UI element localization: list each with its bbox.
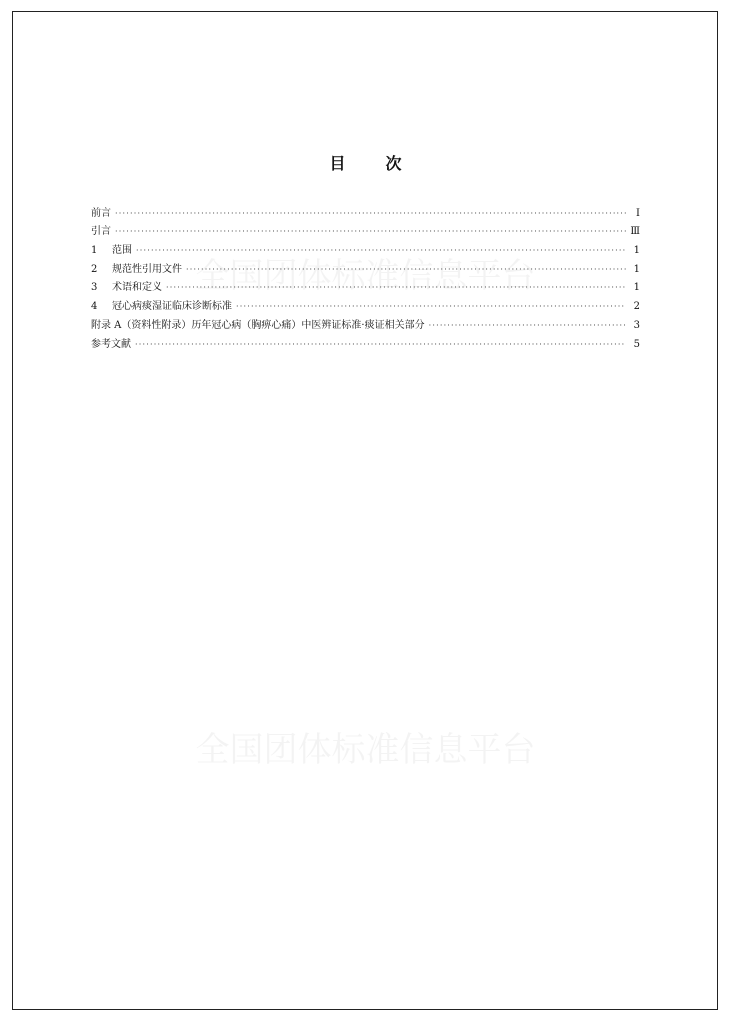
toc-entry-page: Ⅰ [636,207,640,219]
toc-leader-dots [115,208,626,220]
toc-entry-label: 范围 [112,245,132,257]
toc-entry-scope[interactable] [91,238,640,257]
toc-entry-introduction[interactable] [91,220,640,239]
toc-entry-page: 3 [633,319,640,331]
toc-title-right: 次 [385,154,402,173]
toc-leader-dots [115,226,626,238]
toc-leader-dots [136,245,626,257]
toc-leader-dots [429,320,626,332]
toc-leader-dots [236,301,626,313]
toc-entry-bibliography[interactable] [91,332,640,351]
toc-entry-label: 术语和定义 [112,282,162,294]
toc-entry-page: 2 [633,301,640,313]
toc-entry-page: Ⅲ [630,226,640,238]
toc-entry-label: 冠心病痰湿证临床诊断标准 [112,301,232,313]
toc-entry-label: 引言 [91,226,111,238]
toc-entry-label: 附录 A（资料性附录）历年冠心病（胸痹心痛）中医辨证标准·痰证相关部分 [91,319,425,331]
toc-entry-appendix-a[interactable] [91,313,640,332]
table-of-contents [91,201,640,351]
toc-entry-label: 参考文献 [91,338,131,350]
toc-entry-normative-references[interactable] [91,257,640,276]
toc-entry-number: 2 [91,263,98,275]
toc-entry-page: 1 [633,245,640,257]
toc-entry-terms-definitions[interactable] [91,276,640,295]
toc-entry-page: 5 [633,338,640,350]
toc-entry-number: 1 [91,245,98,257]
toc-entry-label: 前言 [91,207,111,219]
toc-entry-number: 4 [91,301,98,313]
toc-leader-dots [135,339,626,351]
toc-entry-page: 1 [633,282,640,294]
toc-entry-diagnostic-criteria[interactable] [91,294,640,313]
toc-entry-page: 1 [633,263,640,275]
toc-entry-label: 规范性引用文件 [112,263,182,275]
toc-title-left: 目 [329,154,346,173]
toc-leader-dots [186,264,626,276]
toc-leader-dots [166,282,626,294]
toc-title [0,151,731,174]
toc-entry-foreword[interactable] [91,201,640,220]
toc-entry-number: 3 [91,282,98,294]
